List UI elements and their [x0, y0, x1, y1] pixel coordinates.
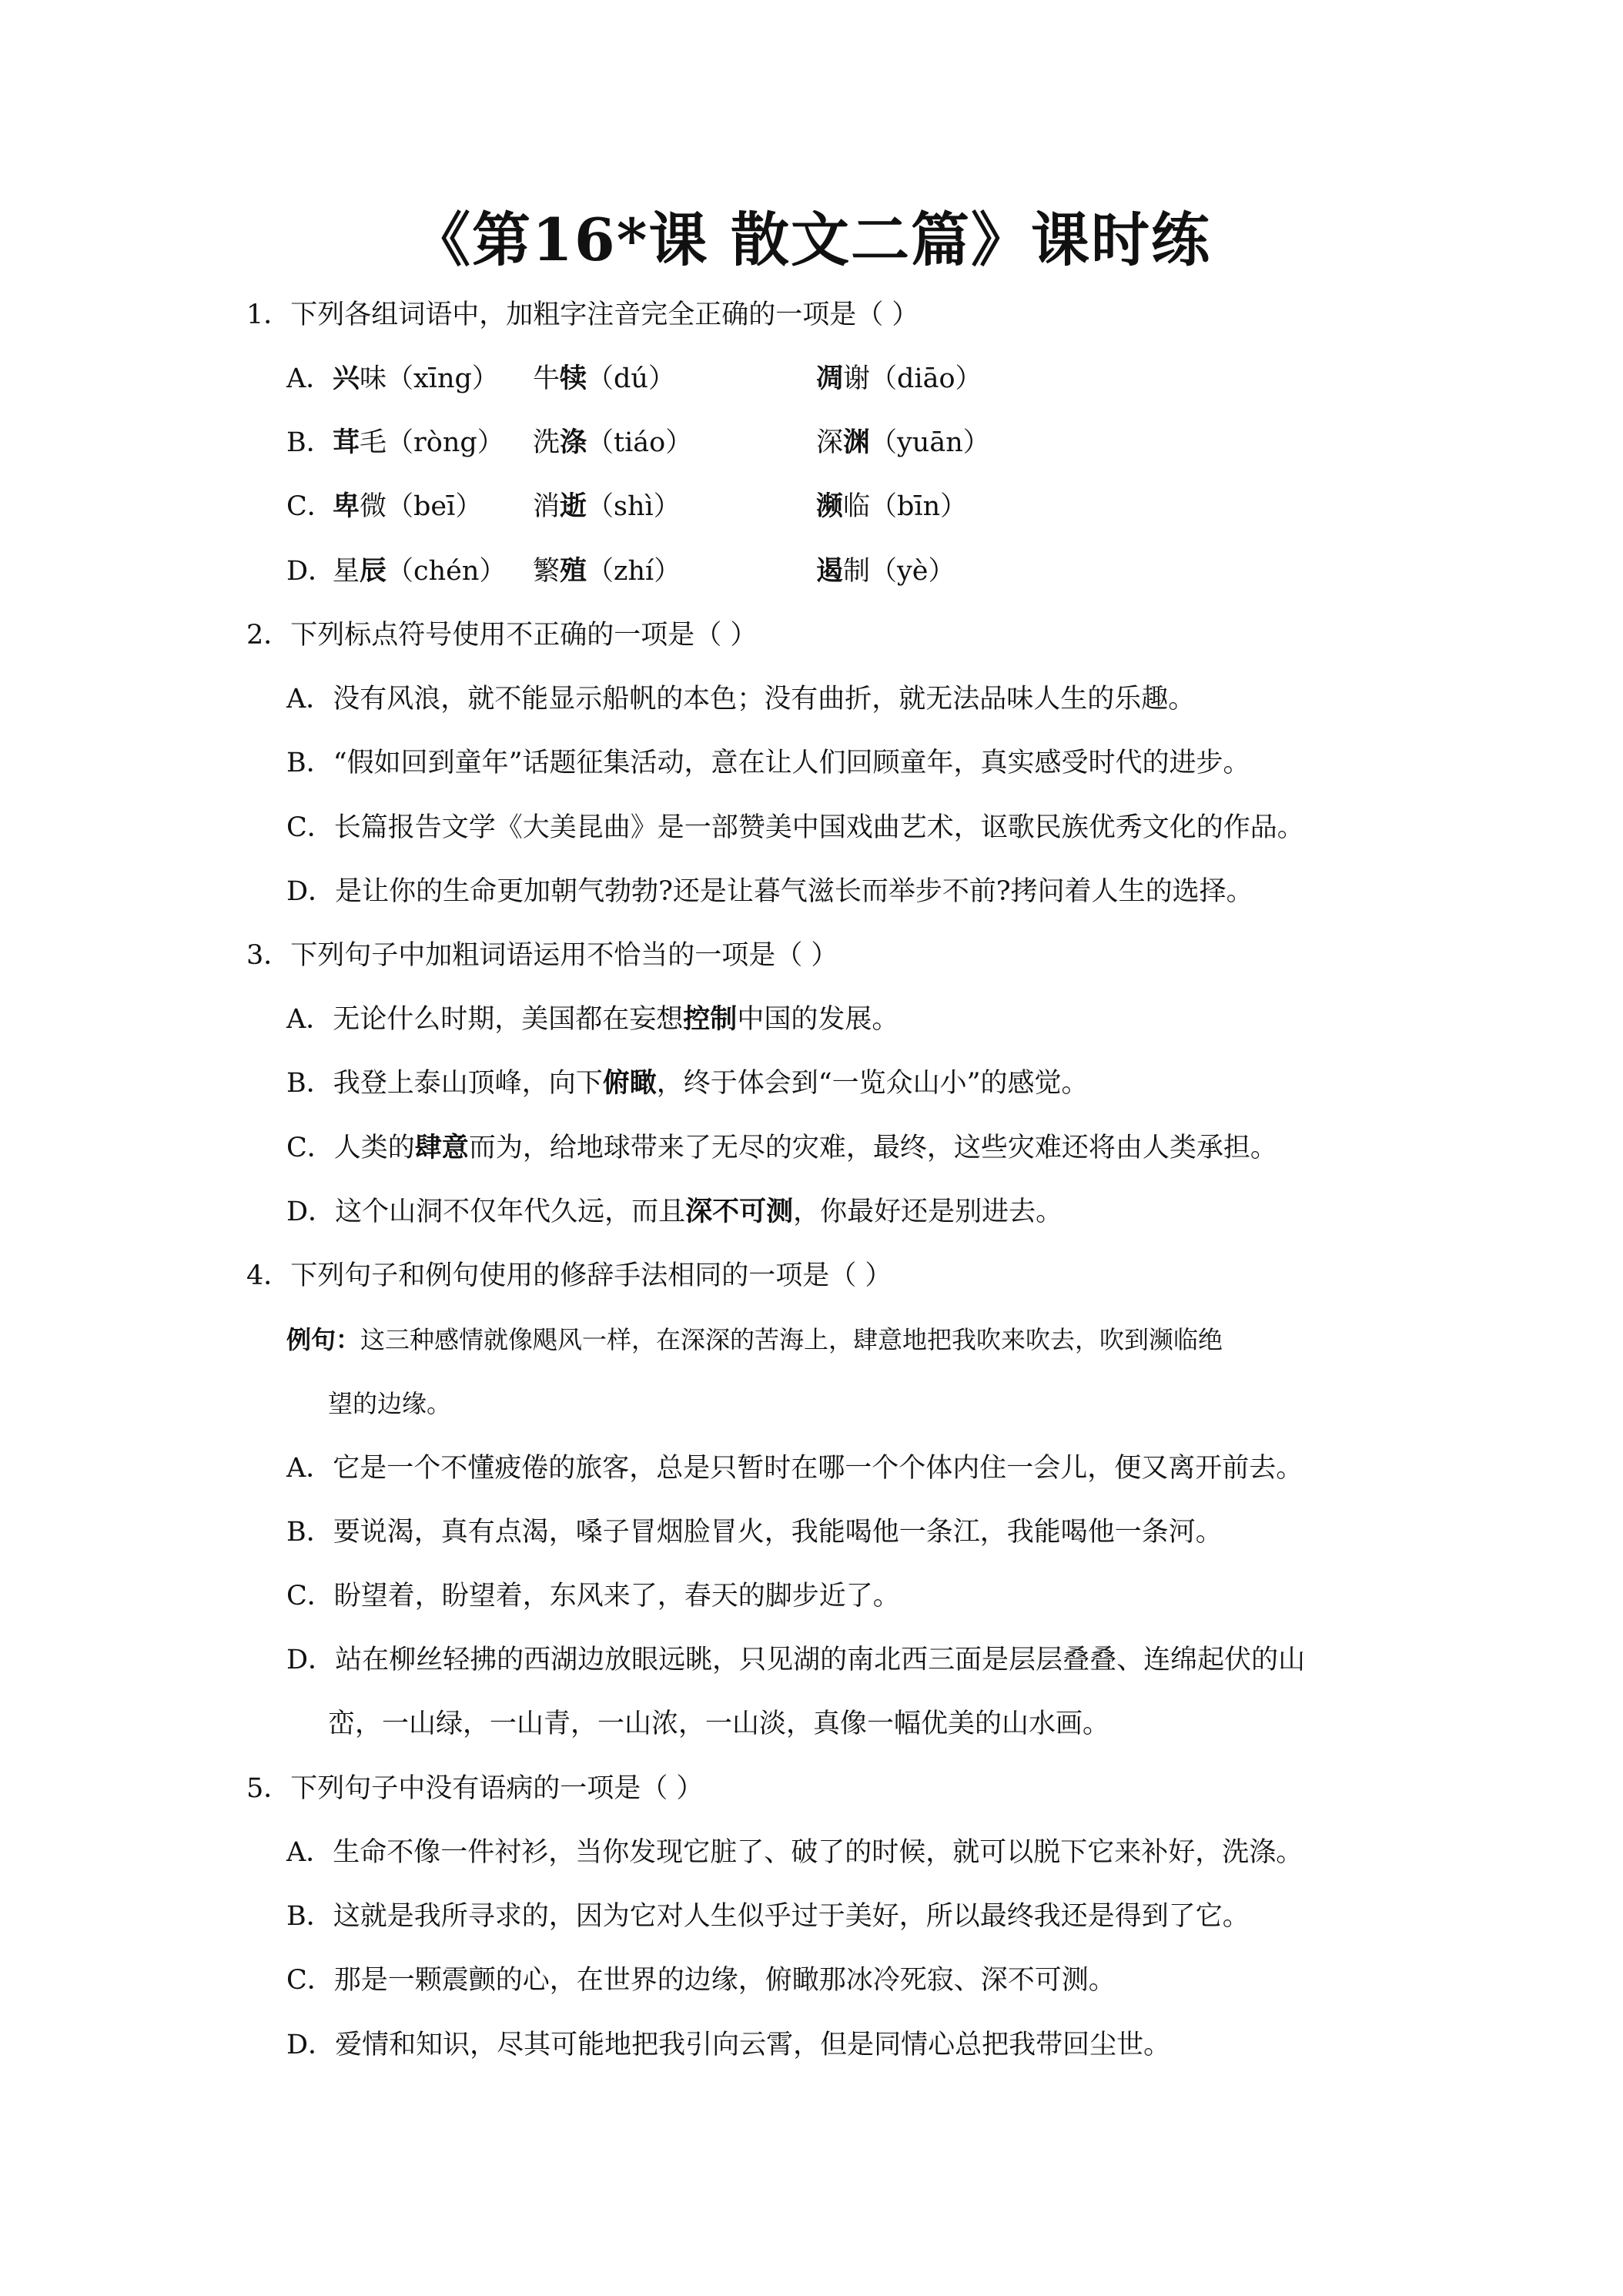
q3-option-a: A．无论什么时期，美国都在妄想控制中国的发展。 [286, 1003, 899, 1035]
question-text: 下列句子中没有语病的一项是（ ） [290, 1773, 704, 1804]
q4-option-d: D．站在柳丝轻拂的西湖边放眼远眺，只见湖的南北西三面是层层叠叠、连绵起伏的山 [286, 1645, 1306, 1675]
q2-option-d: D．是让你的生命更加朝气勃勃?还是让暮气滋长而举步不前?拷问着人生的选择。 [286, 876, 1253, 907]
q4-option-b: B．要说渴，真有点渴，嗓子冒烟脸冒火，我能喝他一条江，我能喝他一条河。 [286, 1517, 1223, 1548]
page-title: 《第16*课 散文二篇》课时练 [412, 206, 1211, 274]
q3-option-b: B．我登上泰山顶峰，向下俯瞰，终于体会到“一览众山小”的感觉。 [286, 1067, 1089, 1099]
example-label: 例句： [286, 1325, 361, 1354]
q2-option-c: C．长篇报告文学《大美昆曲》是一部赞美中国戏曲艺术，讴歌民族优秀文化的作品。 [286, 812, 1304, 843]
question-number: 4． [246, 1260, 291, 1291]
q2-option-b: B．“假如回到童年”话题征集活动，意在让人们回顾童年，真实感受时代的进步。 [286, 748, 1250, 778]
q4-option-d-continued: 峦，一山绿，一山青，一山浓，一山淡，真像一幅优美的山水画。 [328, 1709, 1110, 1739]
question-number: 3． [246, 940, 291, 971]
option-word-2: 洗涤（tiáo） [533, 427, 693, 458]
question-2 [246, 618, 757, 652]
question-number: 5． [246, 1773, 291, 1804]
option-word-3: 凋谢（diāo） [816, 363, 982, 394]
q5-option-a: A．生命不像一件衬衫，当你发现它脏了、破了的时候，就可以脱下它来补好，洗涤。 [286, 1837, 1303, 1868]
option-word-2: 消逝（shì） [533, 490, 681, 522]
q5-option-d: D．爱情和知识，尽其可能地把我引向云霄，但是同情心总把我带回尘世。 [286, 2030, 1171, 2060]
option-word-1: 卑微（beī） [333, 490, 483, 522]
option-word-1: 茸毛（ròng） [333, 427, 504, 458]
option-letter: A． [286, 363, 333, 394]
q1-option-c [0, 490, 1623, 524]
option-word-3: 濒临（bīn） [816, 490, 968, 522]
question-1 [246, 298, 919, 332]
option-word-3: 深渊（yuān） [816, 427, 990, 458]
q1-option-b [0, 426, 1623, 460]
option-word-1: 星辰（chén） [333, 555, 507, 587]
option-letter: C． [286, 491, 334, 522]
q4-example [286, 1323, 1223, 1357]
option-word-1: 兴味（xīng） [333, 363, 499, 394]
option-letter: D． [286, 556, 336, 587]
question-text: 下列句子和例句使用的修辞手法相同的一项是（ ） [290, 1260, 892, 1291]
question-text: 下列标点符号使用不正确的一项是（ ） [290, 620, 758, 651]
q1-option-d [0, 554, 1623, 588]
q5-option-b: B．这就是我所寻求的，因为它对人生似乎过于美好，所以最终我还是得到了它。 [286, 1901, 1250, 1932]
question-text: 下列句子中加粗词语运用不恰当的一项是（ ） [290, 940, 838, 971]
option-letter: B． [286, 427, 333, 458]
q4-option-a: A．它是一个不懂疲倦的旅客，总是只暂时在哪一个个体内住一会儿，便又离开前去。 [286, 1453, 1303, 1484]
question-5 [246, 1772, 703, 1806]
question-3 [246, 939, 838, 972]
question-text: 下列各组词语中，加粗字注音完全正确的一项是（ ） [290, 300, 919, 330]
question-number: 2． [246, 620, 291, 651]
q4-example-continued: 望的边缘。 [328, 1389, 452, 1418]
question-4 [246, 1259, 892, 1293]
example-text: 这三种感情就像飓风一样，在深深的苦海上，肆意地把我吹来吹去，吹到濒临绝 [360, 1325, 1223, 1354]
q5-option-c: C．那是一颗震颤的心，在世界的边缘，俯瞰那冰冷死寂、深不可测。 [286, 1965, 1116, 1996]
option-word-3: 遏制（yè） [816, 555, 955, 587]
q4-option-c: C．盼望着，盼望着，东风来了，春天的脚步近了。 [286, 1581, 900, 1612]
option-word-2: 繁殖（zhí） [533, 555, 681, 587]
q1-option-a [0, 362, 1623, 396]
q2-option-a: A．没有风浪，就不能显示船帆的本色；没有曲折，就无法品味人生的乐趣。 [286, 684, 1196, 715]
question-number: 1． [246, 300, 291, 330]
option-word-2: 牛犊（dú） [533, 363, 675, 394]
q3-option-c: C．人类的肆意而为，给地球带来了无尽的灾难，最终，这些灾难还将由人类承担。 [286, 1132, 1277, 1163]
q3-option-d: D．这个山洞不仅年代久远，而且深不可测，你最好还是别进去。 [286, 1196, 1063, 1227]
